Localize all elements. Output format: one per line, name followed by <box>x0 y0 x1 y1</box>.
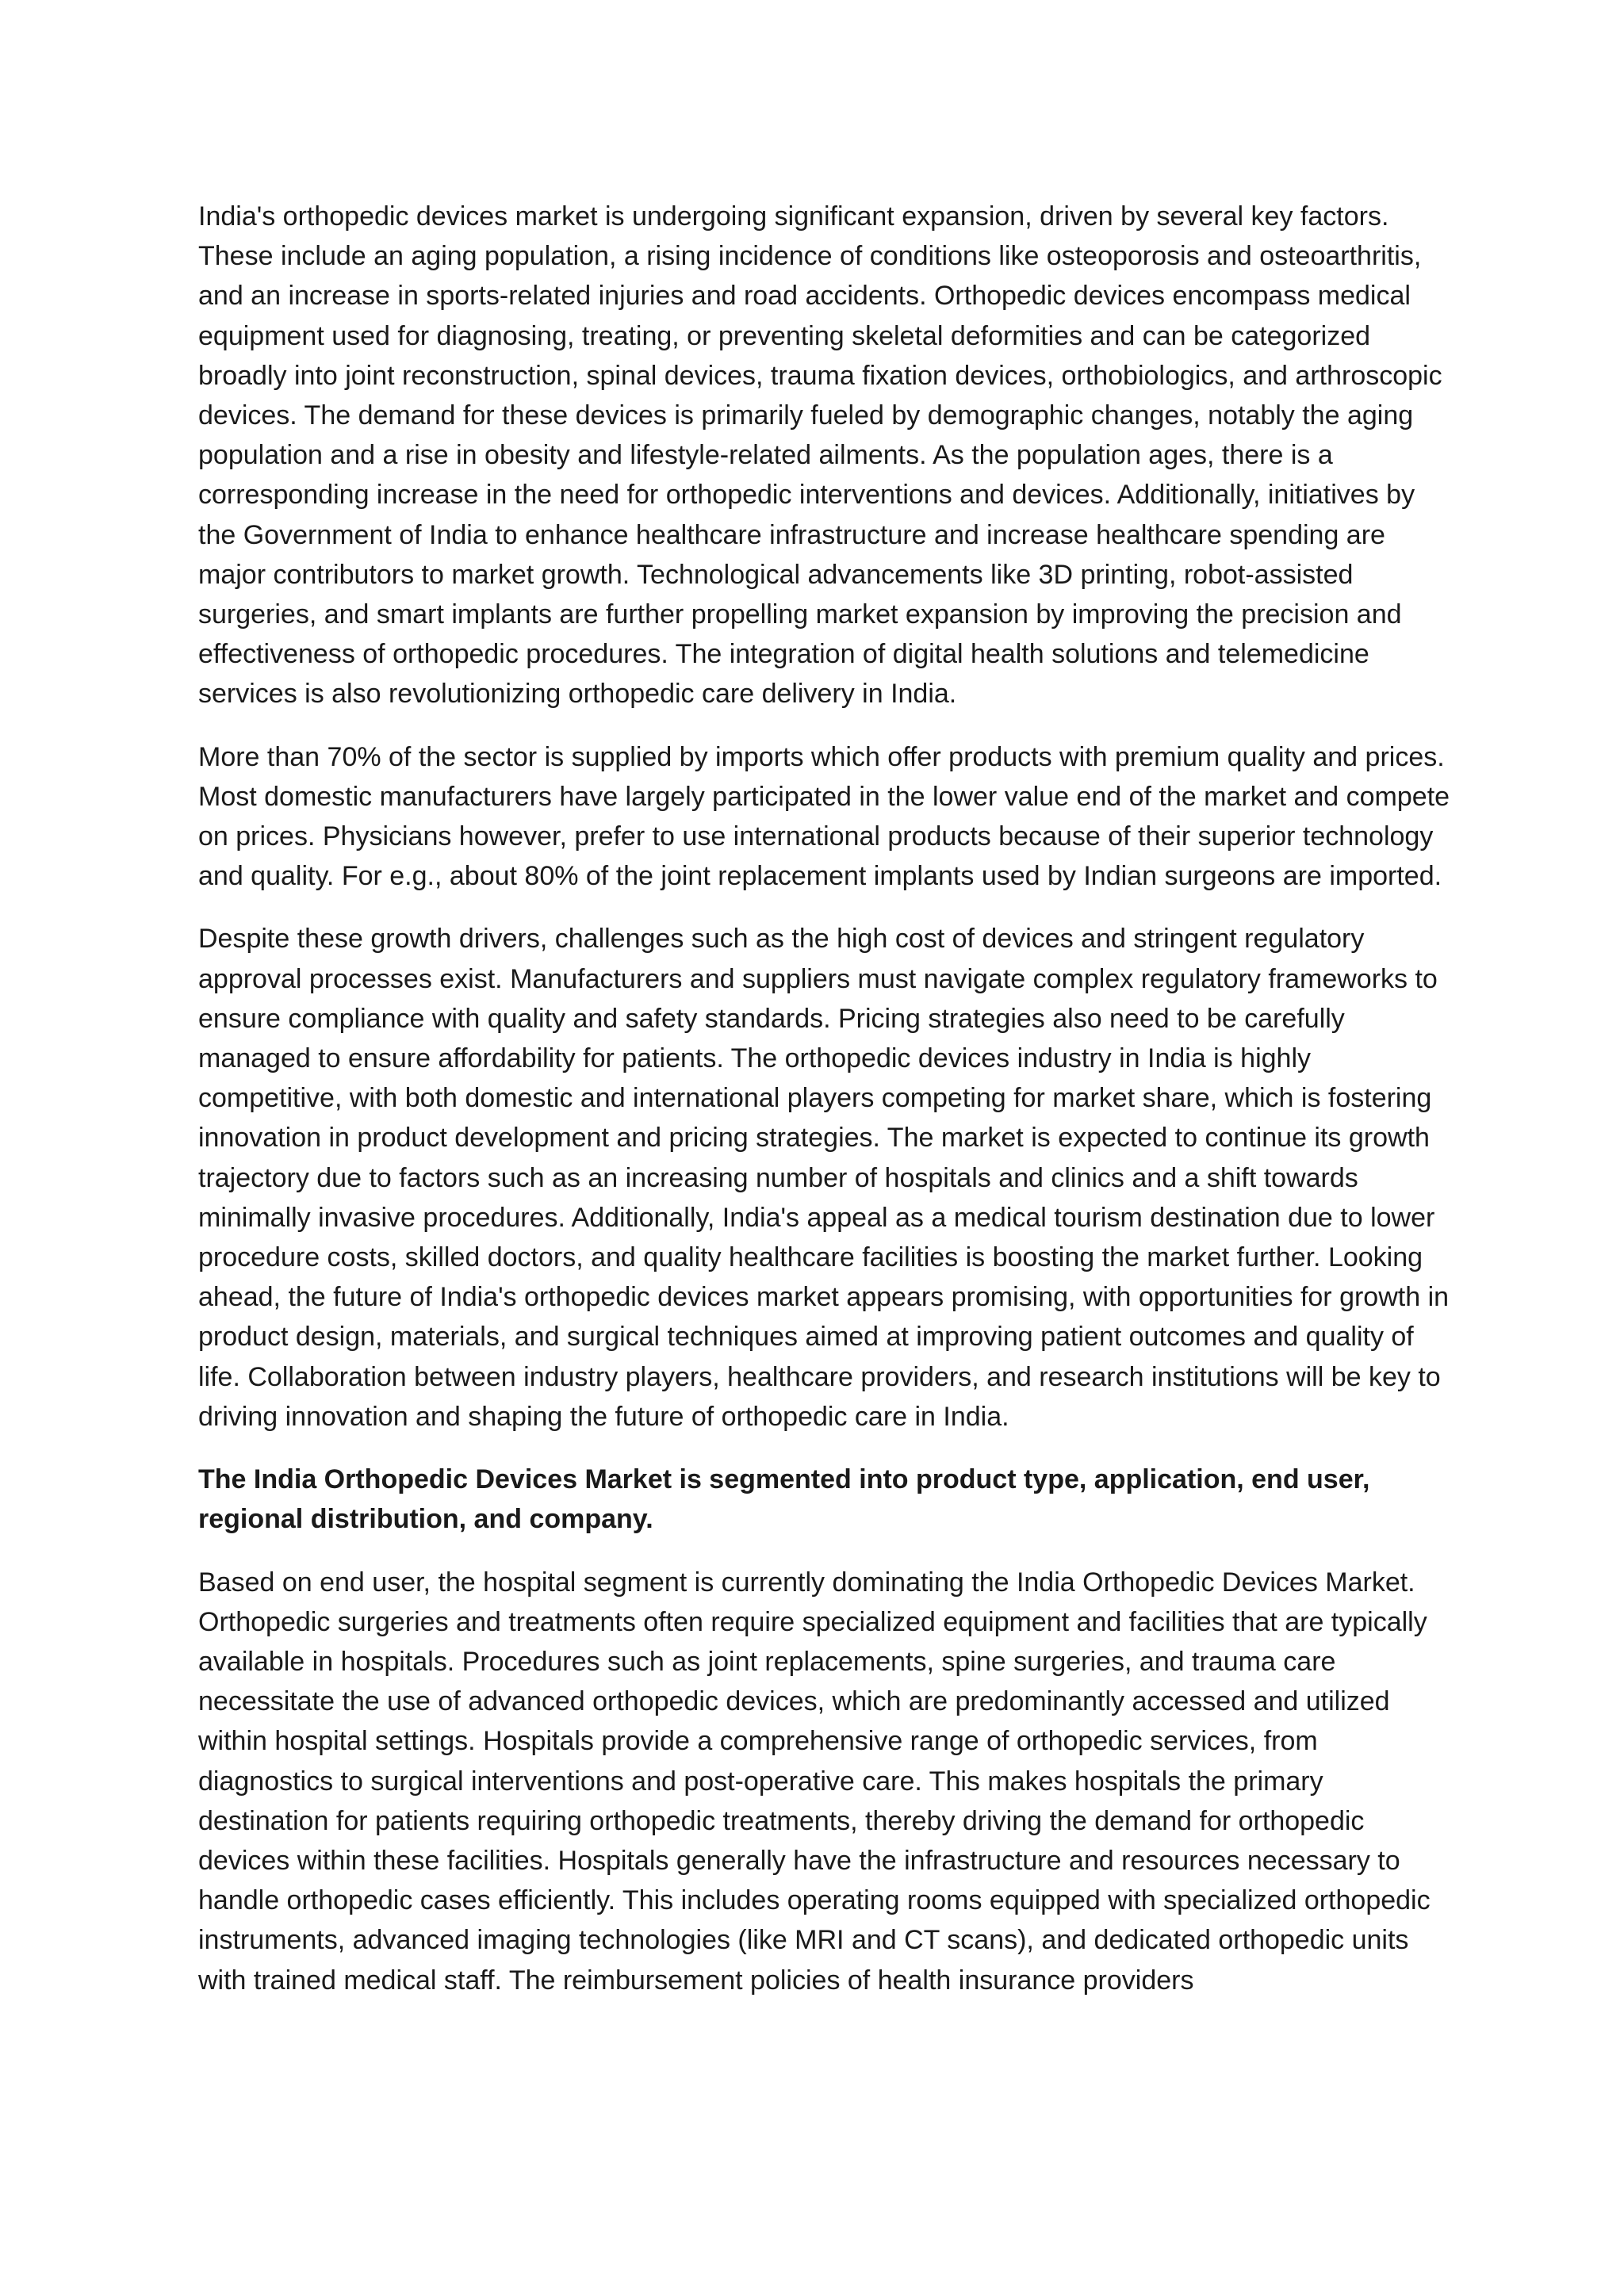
document-body <box>198 197 1451 2023</box>
paragraph-end-user: Based on end user, the hospital segment is currently dominating the India Orthopedic Devices Market. Orthopedic surgeries and treatments often require specialized equipment and facilities that are typically available in hospitals. Procedures such as joint replacements, spine surgeries, and trauma care necessitate the use of advanced orthopedic devices, which are predominantly accessed and utilized within hospital settings. Hospitals provide a comprehensive range of orthopedic services, from diagnostics to surgical interventions and post-operative care. This makes hospitals the primary destination for patients requiring orthopedic treatments, thereby driving the demand for orthopedic devices within these facilities. Hospitals generally have the infrastructure and resources necessary to handle orthopedic cases efficiently. This includes operating rooms equipped with specialized orthopedic instruments, advanced imaging technologies (like MRI and CT scans), and dedicated orthopedic units with trained medical staff. The reimbursement policies of health insurance providers <box>198 1567 1431 1996</box>
section-heading-segmentation: The India Orthopedic Devices Market is segmented into product type, application, end user, regional distribution, and company. <box>198 1464 1370 1535</box>
paragraph-challenges: Despite these growth drivers, challenges such as the high cost of devices and stringent regulatory approval processes exist. Manufacturers and suppliers must navigate complex regulatory frameworks to ensure compliance with quality and safety standards. Pricing strategies also need to be carefully managed to ensure affordability for patients. The orthopedic devices industry in India is highly competitive, with both domestic and international players competing for market share, which is fostering innovation in product development and pricing strategies. The market is expected to continue its growth trajectory due to factors such as an increasing number of hospitals and clinics and a shift towards minimally invasive procedures. Additionally, India's appeal as a medical tourism destination due to lower procedure costs, skilled doctors, and quality healthcare facilities is boosting the market further. Looking ahead, the future of India's orthopedic devices market appears promising, with opportunities for growth in product design, materials, and surgical techniques aimed at improving patient outcomes and quality of life. Collaboration between industry players, healthcare providers, and research institutions will be key to driving innovation and shaping the future of orthopedic care in India. <box>198 924 1450 1432</box>
paragraph-imports: More than 70% of the sector is supplied by imports which offer products with premium quality and prices. Most domestic manufacturers have largely participated in the lower value end of the market and compete on prices. Physicians however, prefer to use international products because of their superior technology and quality. For e.g., about 80% of the joint replacement implants used by Indian surgeons are imported. <box>198 741 1450 892</box>
paragraph-market-overview: India's orthopedic devices market is undergoing significant expansion, driven by several key factors. These include an aging population, a rising incidence of conditions like osteoporosis and osteoarthritis, and an increase in sports-related injuries and road accidents. Orthopedic devices encompass medical equipment used for diagnosing, treating, or preventing skeletal deformities and can be categorized broadly into joint reconstruction, spinal devices, trauma fixation devices, orthobiologics, and arthroscopic devices. The demand for these devices is primarily fueled by demographic changes, notably the aging population and a rise in obesity and lifestyle-related ailments. As the population ages, there is a corresponding increase in the need for orthopedic interventions and devices. Additionally, initiatives by the Government of India to enhance healthcare infrastructure and increase healthcare spending are major contributors to market growth. Technological advancements like 3D printing, robot-assisted surgeries, and smart implants are further propelling market expansion by improving the precision and effectiveness of orthopedic procedures. The integration of digital health solutions and telemedicine services is also revolutionizing orthopedic care delivery in India. <box>198 201 1442 710</box>
